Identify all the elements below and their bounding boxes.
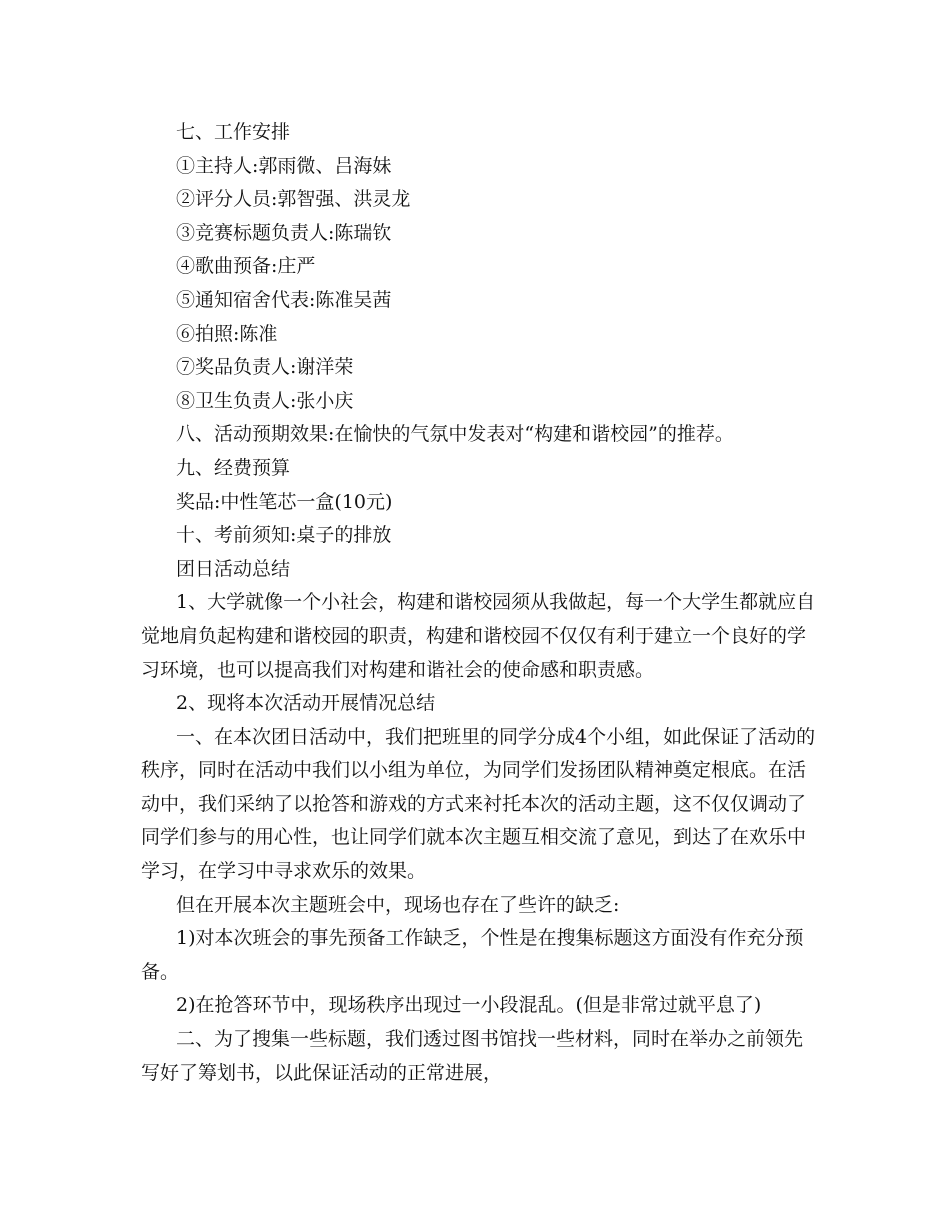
paragraph-5: 1)对本次班会的事先预备工作缺乏，个性是在搜集标题这方面没有作充分预备。 [141,927,804,983]
paragraph-1: 1、大学就像一个小社会，构建和谐校园须从我做起，每一个大学生都就应自觉地肩负起构建和谐校园的职责，构建和谐校园不仅仅有利于建立一个良好的学习环境，也可以提高我们对构建和谐社会的使命感和职责感。 [141,591,816,681]
document-body [141,116,831,1090]
paragraph-7: 二、为了搜集一些标题，我们透过图书馆找一些材料，同时在举办之前领先写好了筹划书，以此保证活动的正常进展， [141,1028,804,1084]
list-item-questions: ③竞赛标题负责人:陈瑞钦 [176,221,392,244]
budget-item: 奖品:中性笔芯一盒(10元) [176,490,393,513]
list-item-dorm-notice: ⑤通知宿舍代表:陈准吴茜 [176,288,392,311]
paragraph-4: 但在开展本次主题班会中，现场也存在了些许的缺乏: [176,893,620,916]
paragraph-3: 一、在本次团日活动中，我们把班里的同学分成4个小组，如此保证了活动的秩序，同时在活动中我们以小组为单位，为同学们发扬团队精神奠定根底。在活动中，我们采纳了以抢答和游戏的方式来衬托本次的活动主题，这不仅仅调动了同学们参与的用心性，也让同学们就本次主题互相交流了意见，到达了在欢乐中学习，在学习中寻求欢乐的效果。 [141,725,816,883]
list-item-prizes: ⑦奖品负责人:谢洋荣 [176,356,354,379]
document-title-summary: 团日活动总结 [176,557,291,580]
section-heading-notes: 十、考前须知:桌子的排放 [176,524,392,547]
list-item-songs: ④歌曲预备:庄严 [176,255,316,278]
section-heading-expected-effect: 八、活动预期效果:在愉快的气氛中发表对“构建和谐校园”的推荐。 [176,423,734,446]
paragraph-6: 2)在抢答环节中，现场秩序出现过一小段混乱。(但是非常过就平息了) [176,994,762,1017]
section-heading-budget: 九、经费预算 [176,456,291,479]
list-item-judges: ②评分人员:郭智强、洪灵龙 [176,188,411,211]
paragraph-2: 2、现将本次活动开展情况总结 [176,692,436,715]
section-heading-work-arrangement: 七、工作安排 [176,121,291,143]
list-item-host: ①主持人:郭雨微、吕海妹 [176,154,392,177]
list-item-hygiene: ⑧卫生负责人:张小庆 [176,389,354,412]
list-item-photo: ⑥拍照:陈准 [176,322,278,345]
